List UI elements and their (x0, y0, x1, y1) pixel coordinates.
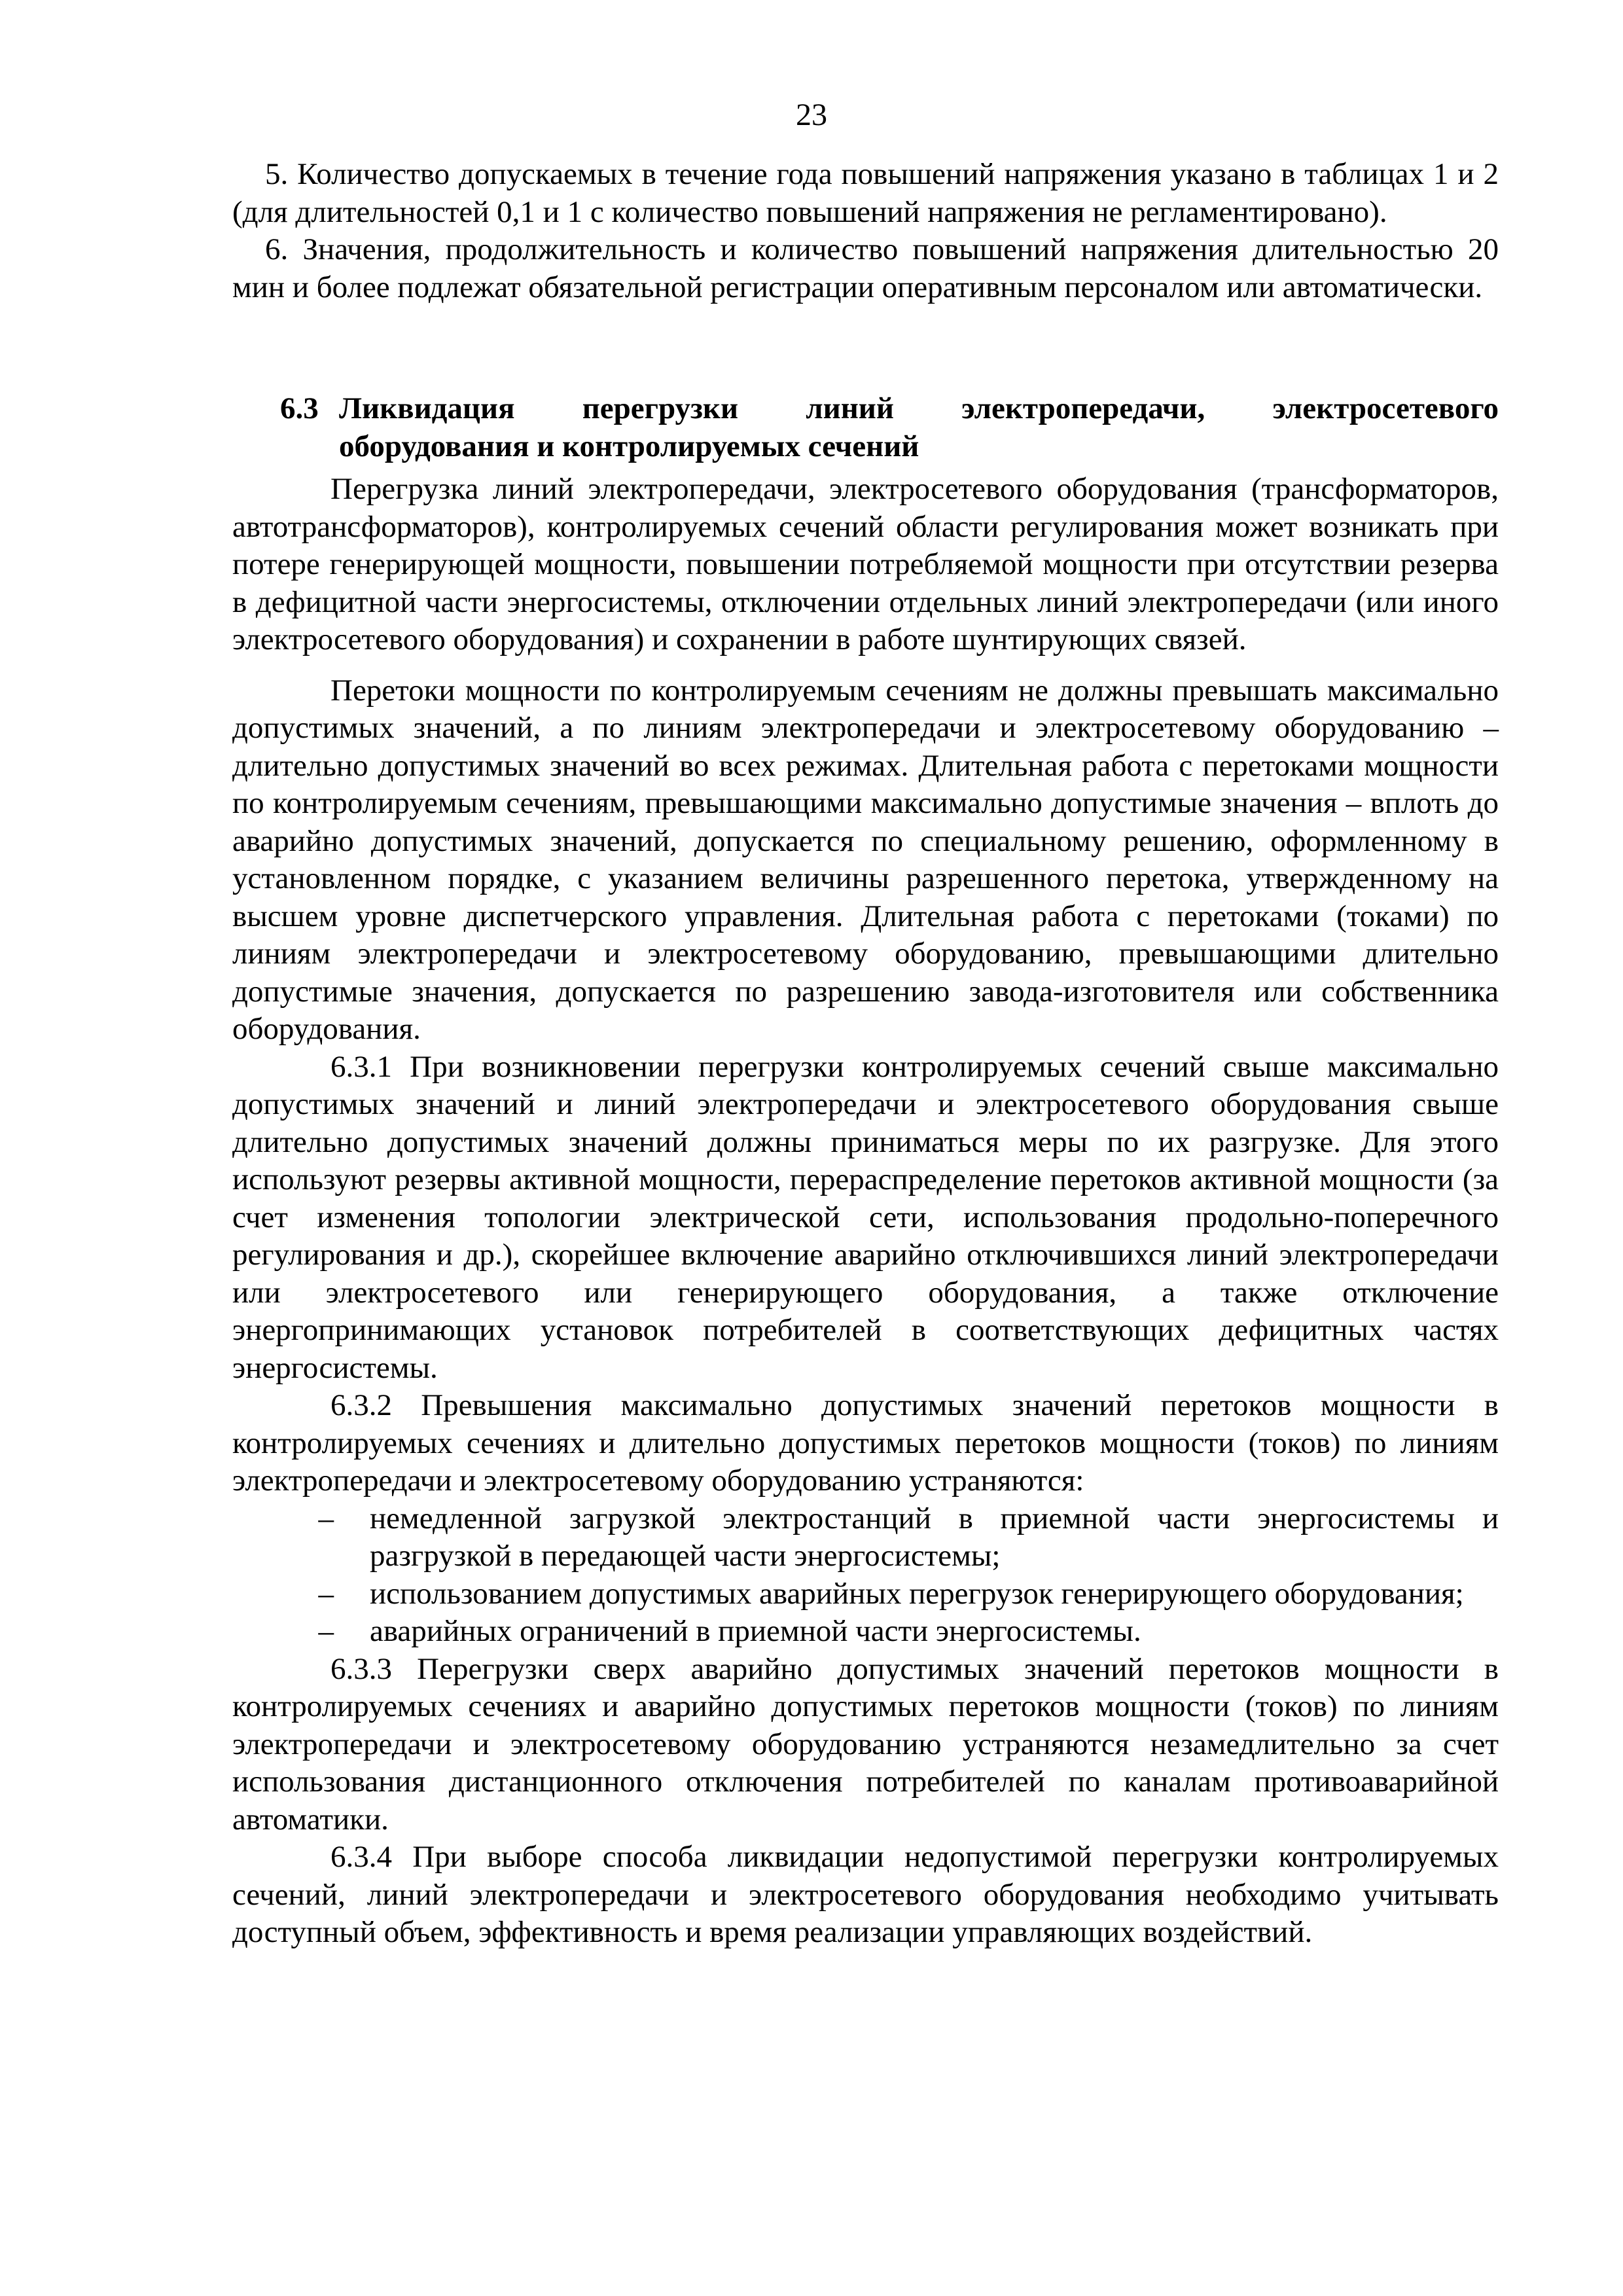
section-title-line2: оборудования и контролируемых сечений (339, 429, 919, 463)
list-dash: – (318, 1614, 334, 1648)
section-number: 6.3 (280, 391, 319, 425)
paragraph-overload-causes: Перегрузка линий электропередачи, электросетевого оборудования (трансформаторов, автотрансформаторов), контролируемых сечений области регулирования может возникать при потере генерирующей мощности, повышении потребляемой мощности при отсутствии резерва в дефицитной части энергосистемы, отключении отдельных линий электропередачи (или иного электросетевого оборудования) и сохранении в работе шунтирующих связей. (232, 472, 1499, 656)
list-item-text: использованием допустимых аварийных перегрузок генерирующего оборудования; (370, 1576, 1464, 1611)
list-dash: – (318, 1576, 334, 1611)
paragraph-6-3-4: 6.3.4 При выборе способа ликвидации недопустимой перегрузки контролируемых сечений, линий электропередачи и электросетевого оборудования необходимо учитывать доступный объем, эффективность и время реализации управляющих воздействий. (232, 1840, 1499, 1949)
measures-list (232, 1500, 1499, 1651)
intro-paragraph-6: 6. Значения, продолжительность и количество повышений напряжения длительностью 20 мин и более подлежат обязательной регистрации оперативным персоналом или автоматически. (232, 232, 1499, 304)
paragraph-power-flows: Перетоки мощности по контролируемым сечениям не должны превышать максимально допустимых значений, а по линиям электропередачи и электросетевому оборудованию – длительно допустимых значений во всех режимах. Длительная работа с перетоками мощности по контролируемым сечениям, превышающими максимально допустимые значения – вплоть до аварийно допустимых значений, допускается по специальному решению, оформленному в установленном порядке, с указанием величины разрешенного перетока, утвержденному на высшем уровне диспетчерского управления. Длительная работа с перетоками (токами) по линиям электропередачи и электросетевому оборудованию, превышающими длительно допустимые значения, допускается по разрешению завода-изготовителя или собственника оборудования. (232, 673, 1499, 1046)
list-item (232, 1500, 1499, 1575)
document-body (232, 156, 1499, 1952)
list-item-text: немедленной загрузкой электростанций в приемной части энергосистемы и разгрузкой в передающей части энергосистемы; (370, 1501, 1499, 1573)
list-item (232, 1575, 1499, 1613)
section-title (339, 390, 1499, 465)
list-dash: – (318, 1501, 334, 1535)
paragraph-6-3-1: 6.3.1 При возникновении перегрузки контролируемых сечений свыше максимально допустимых значений и линий электропередачи и электросетевого оборудования свыше длительно допустимых значений должны приниматься меры по их разгрузке. Для этого используют резервы активной мощности, перераспределение перетоков активной мощности (за счет изменения топологии электрической сети, использования продольно-поперечного регулирования и др.), скорейшее включение аварийно отключившихся линий электропередачи или электросетевого или генерирующего оборудования, а также отключение энергопринимающих установок потребителей в соответствующих дефицитных частях энергосистемы. (232, 1049, 1499, 1385)
section-title-line1: Ликвидация перегрузки линий электропередачи, электросетевого (339, 391, 1499, 425)
paragraph-6-3-3: 6.3.3 Перегрузки сверх аварийно допустимых значений перетоков мощности в контролируемых сечениях и аварийно допустимых перетоков мощности (токов) по линиям электропередачи и электросетевому оборудованию устраняются незамедлительно за счет использования дистанционного отключения потребителей по каналам противоаварийной автоматики. (232, 1651, 1499, 1837)
list-item (232, 1613, 1499, 1651)
list-item-text: аварийных ограничений в приемной части энергосистемы. (370, 1614, 1141, 1648)
intro-paragraph-5: 5. Количество допускаемых в течение года повышений напряжения указано в таблицах 1 и 2 (для длительностей 0,1 и 1 с количество повышений напряжения не регламентировано). (232, 157, 1499, 229)
page-number: 23 (796, 98, 827, 132)
paragraph-6-3-2: 6.3.2 Превышения максимально допустимых значений перетоков мощности в контролируемых сечениях и длительно допустимых перетоков мощности (токов) по линиям электропередачи и электросетевому оборудованию устраняются: (232, 1388, 1499, 1498)
section-heading (232, 390, 1499, 465)
